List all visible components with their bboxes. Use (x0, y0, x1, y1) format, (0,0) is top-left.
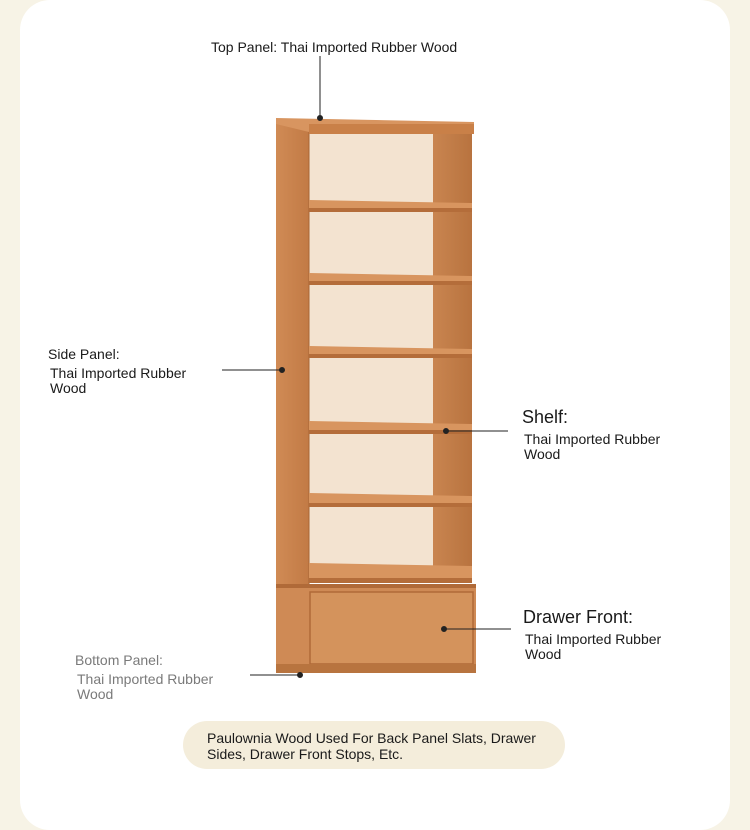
shelf-6 (309, 563, 472, 583)
side-panel-label (48, 347, 218, 396)
top-panel-label (211, 40, 457, 55)
shelf-label-heading: Shelf: (522, 407, 569, 427)
drawer-front-label (523, 606, 693, 662)
shelf-label-material: Thai Imported Rubber Wood (524, 431, 661, 462)
side-panel-label-heading: Side Panel: (48, 346, 120, 362)
top-panel-label-text: Top Panel: Thai Imported Rubber Wood (211, 39, 458, 55)
bottom-panel (276, 664, 476, 673)
drawer-front-label-material: Thai Imported Rubber Wood (525, 631, 662, 662)
side-panel-label-material: Thai Imported Rubber Wood (50, 365, 187, 396)
drawer-front (310, 592, 473, 664)
material-note-text: Paulownia Wood Used For Back Panel Slats, Drawer Sides, Drawer Front Stops, Etc. (207, 730, 536, 762)
bottom-panel-label-material: Thai Imported Rubber Wood (77, 671, 214, 702)
shelf-label (522, 406, 692, 462)
bottom-panel-label (75, 653, 245, 702)
bottom-panel-label-heading: Bottom Panel: (75, 652, 163, 668)
material-note (183, 721, 565, 769)
drawer-front-label-heading: Drawer Front: (523, 607, 634, 627)
